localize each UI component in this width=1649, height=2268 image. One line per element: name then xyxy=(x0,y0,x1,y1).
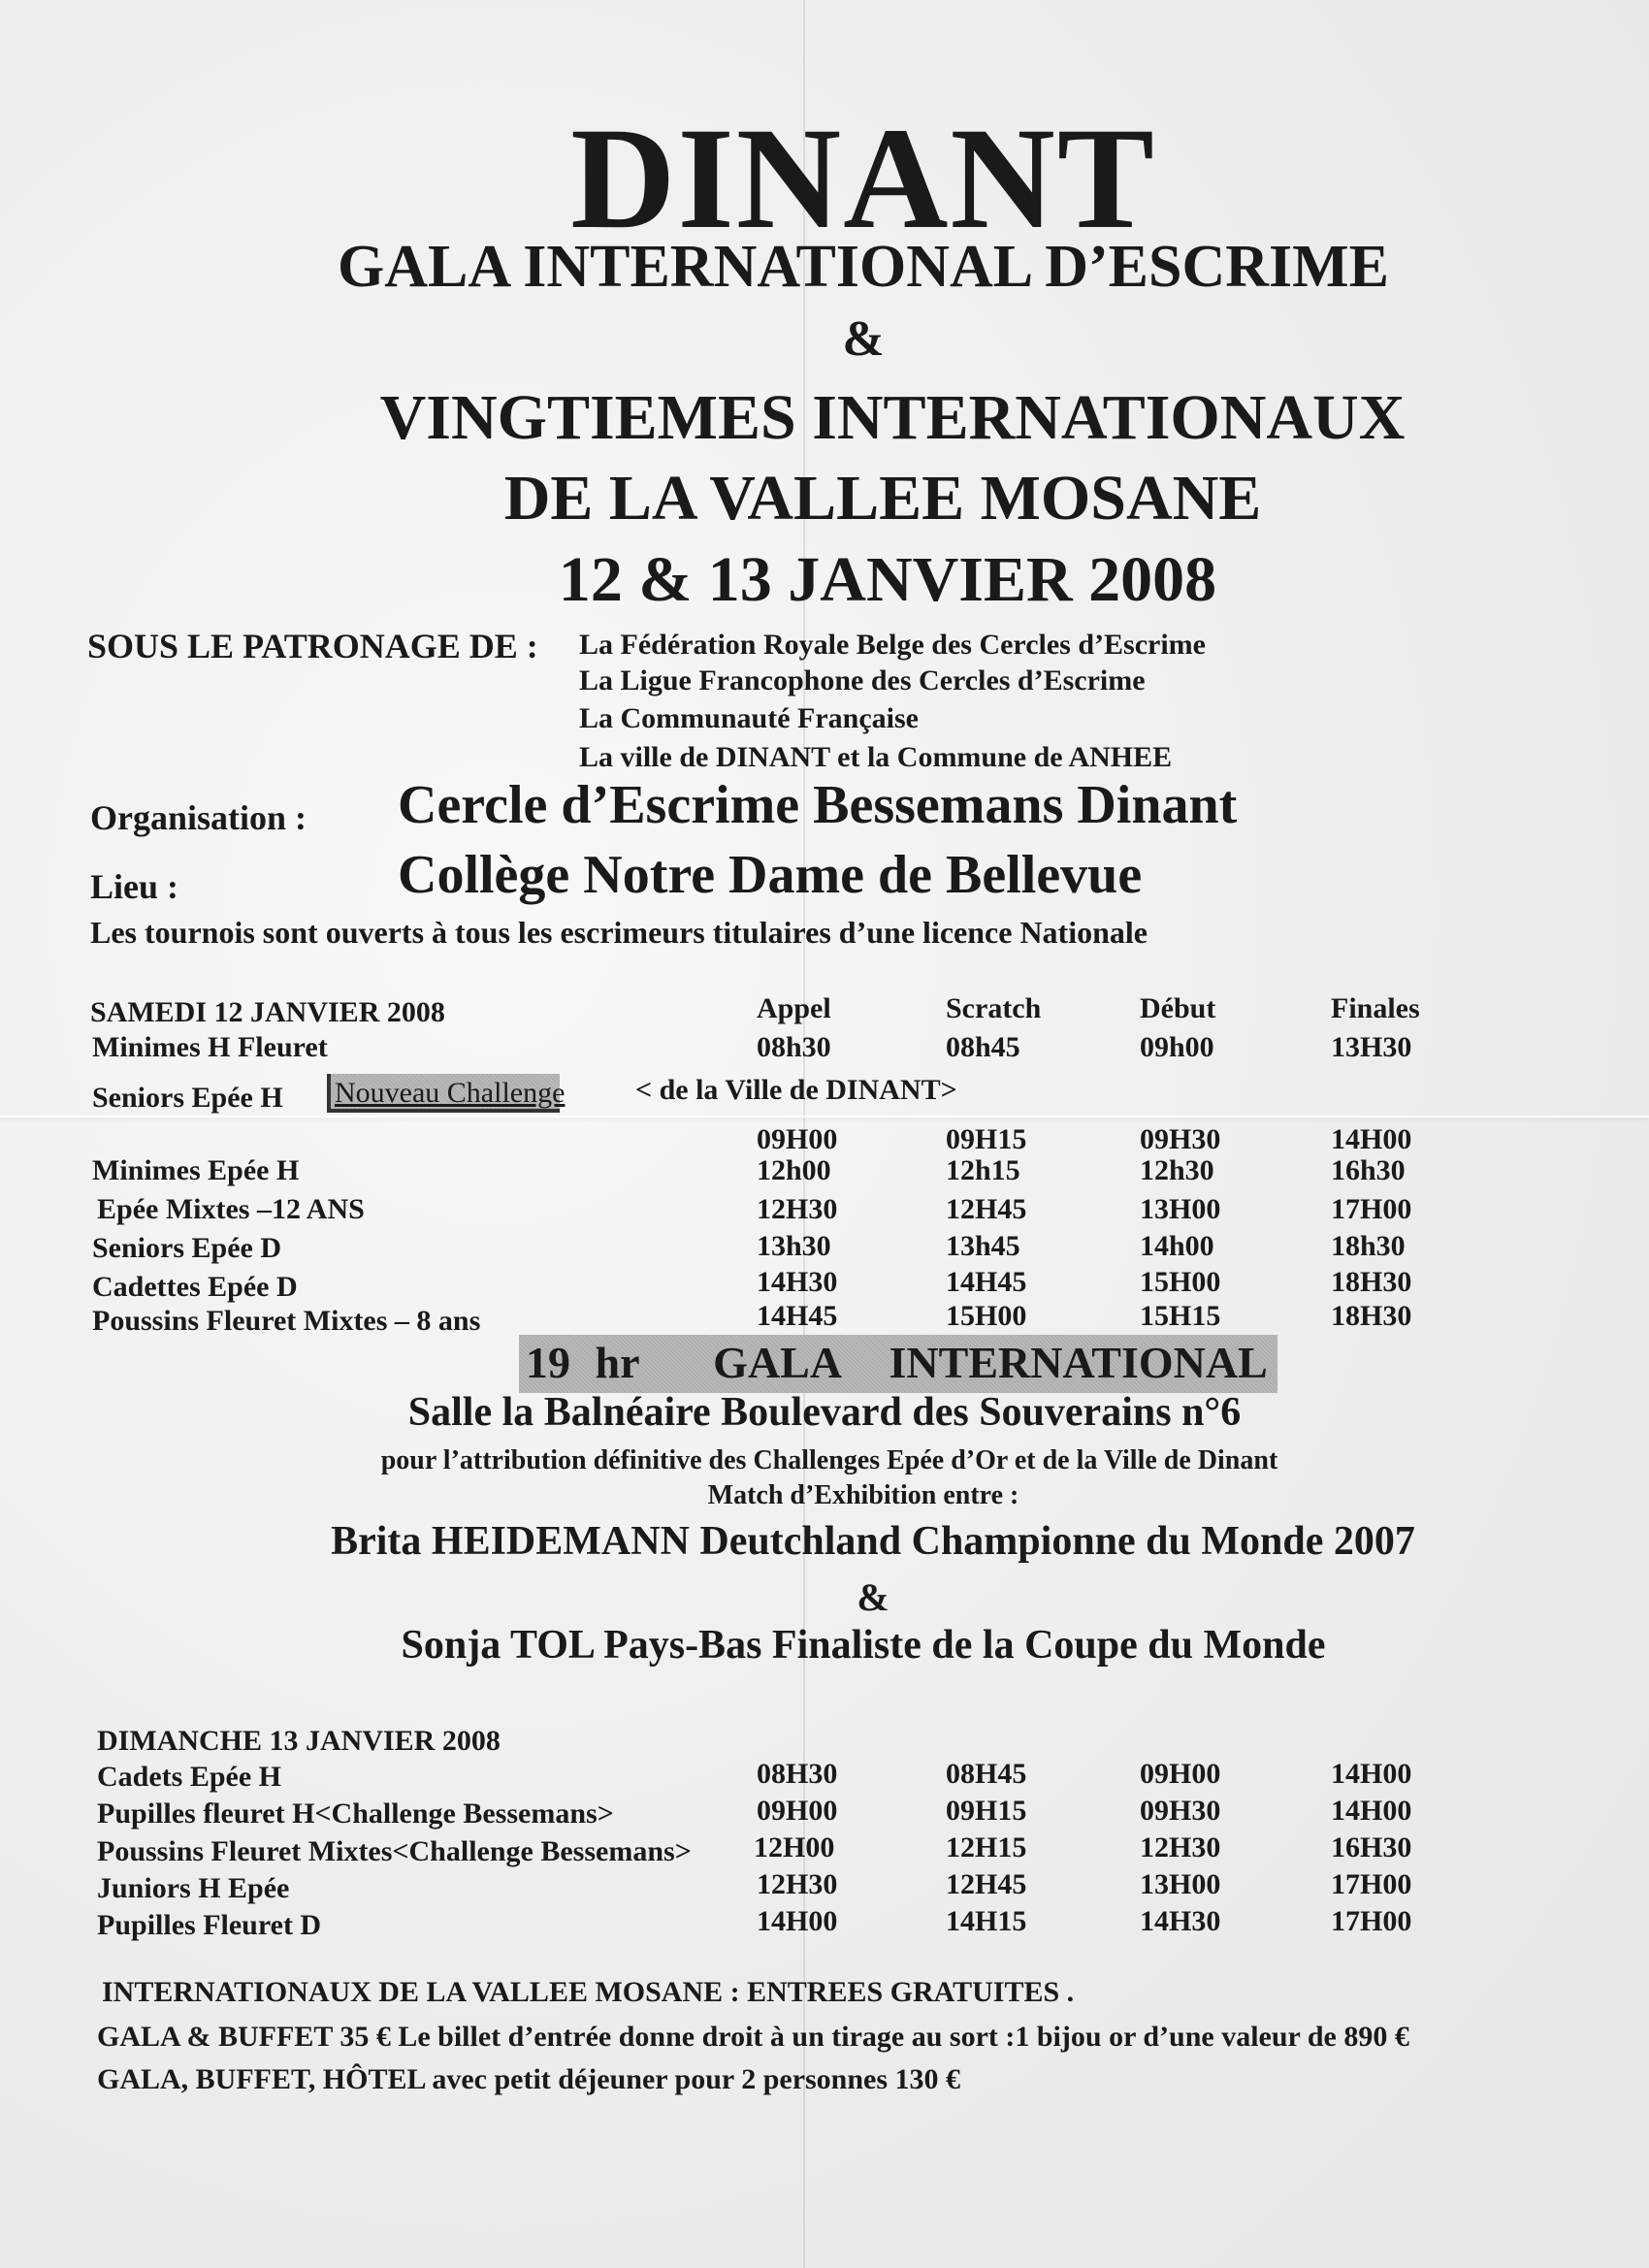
fencer-ampersand: & xyxy=(857,1575,889,1619)
challenge-note: < de la Ville de DINANT> xyxy=(635,1074,957,1106)
sunday-heading: DIMANCHE 13 JANVIER 2008 xyxy=(97,1725,501,1757)
nouveau-challenge-label: Nouveau Challenge xyxy=(335,1077,566,1109)
event-time-appel: 12H30 xyxy=(757,1193,838,1225)
patron-item: La Ligue Francophone des Cercles d’Escrime xyxy=(579,664,1146,697)
event-time-finales: 16H30 xyxy=(1331,1831,1412,1863)
patron-item: La ville de DINANT et la Commune de ANHEE xyxy=(579,741,1173,773)
event-time-appel: 13h30 xyxy=(757,1230,831,1262)
title: DINANT xyxy=(570,98,1156,259)
event-time-debut: 15H15 xyxy=(1140,1300,1221,1332)
column-header-finales: Finales xyxy=(1331,992,1420,1024)
event-time-finales: 18h30 xyxy=(1331,1230,1406,1262)
lieu-value: Collège Notre Dame de Bellevue xyxy=(398,845,1143,905)
subtitle-vingtiemes: VINGTIEMES INTERNATIONAUX xyxy=(379,382,1406,453)
event-time-appel: 12h00 xyxy=(757,1154,831,1186)
event-time-finales: 17H00 xyxy=(1331,1193,1412,1225)
footer-line: INTERNATIONAUX DE LA VALLEE MOSANE : ENTREES GRATUITES . xyxy=(102,1976,1075,2008)
column-header-scratch: Scratch xyxy=(946,992,1042,1024)
event-name: Minimes H Fleuret xyxy=(92,1031,328,1063)
event-name: Pupilles fleuret H<Challenge Bessemans> xyxy=(97,1798,614,1830)
event-time-debut: 12H30 xyxy=(1140,1831,1221,1863)
organisation-value: Cercle d’Escrime Bessemans Dinant xyxy=(398,775,1238,835)
event-time-scratch: 12H15 xyxy=(946,1831,1027,1863)
event-time-finales: 14H00 xyxy=(1331,1758,1412,1790)
gala-venue: Salle la Balnéaire Boulevard des Souverains n°6 xyxy=(407,1390,1242,1435)
event-time-scratch: 12H45 xyxy=(946,1868,1027,1900)
event-time-scratch: 14H45 xyxy=(946,1266,1027,1298)
event-dates: 12 & 13 JANVIER 2008 xyxy=(558,544,1217,615)
organisation-label: Organisation : xyxy=(90,798,307,837)
event-time-scratch: 08H45 xyxy=(946,1758,1027,1790)
event-time-scratch: 08h45 xyxy=(946,1031,1020,1063)
event-time-debut: 09H30 xyxy=(1140,1123,1221,1155)
fencer-2: Sonja TOL Pays-Bas Finaliste de la Coupe du Monde xyxy=(401,1623,1326,1668)
footer-line: GALA & BUFFET 35 € Le billet d’entrée donne droit à un tirage au sort :1 bijou or d’une valeur de 890 € xyxy=(97,2021,1409,2053)
event-time-scratch: 14H15 xyxy=(946,1905,1027,1937)
event-time-appel: 14H45 xyxy=(757,1300,838,1332)
event-time-appel: 14H00 xyxy=(757,1905,838,1937)
event-time-scratch: 09H15 xyxy=(946,1795,1027,1827)
gala-purpose: pour l’attribution définitive des Challenges Epée d’Or et de la Ville de Dinant xyxy=(380,1445,1278,1475)
lieu-label: Lieu : xyxy=(90,867,179,906)
event-name: Seniors Epée D xyxy=(92,1232,281,1264)
event-time-appel: 08H30 xyxy=(757,1758,838,1790)
gala-banner: 19 hr GALA INTERNATIONAL xyxy=(526,1338,1268,1387)
event-time-debut: 14h00 xyxy=(1140,1230,1214,1262)
subtitle-gala: GALA INTERNATIONAL D’ESCRIME xyxy=(337,234,1390,300)
event-time-finales: 14H00 xyxy=(1331,1795,1412,1827)
event-time-appel: 09H00 xyxy=(757,1123,838,1155)
event-time-finales: 13H30 xyxy=(1331,1031,1412,1063)
event-name: Poussins Fleuret Mixtes – 8 ans xyxy=(92,1305,481,1337)
event-time-finales: 18H30 xyxy=(1331,1300,1412,1332)
event-name: Seniors Epée H xyxy=(92,1082,283,1114)
patron-item: La Fédération Royale Belge des Cercles d’Escrime xyxy=(579,629,1206,661)
fencer-1: Brita HEIDEMANN Deutchland Championne du Monde 2007 xyxy=(331,1519,1415,1564)
event-time-scratch: 09H15 xyxy=(946,1123,1027,1155)
event-time-scratch: 13h45 xyxy=(946,1230,1020,1262)
event-time-debut: 12h30 xyxy=(1140,1154,1214,1186)
event-time-scratch: 12H45 xyxy=(946,1193,1027,1225)
event-time-appel: 12H00 xyxy=(754,1831,835,1863)
event-time-debut: 13H00 xyxy=(1140,1868,1221,1900)
subtitle-vallee: DE LA VALLEE MOSANE xyxy=(503,463,1262,534)
event-name: Minimes Epée H xyxy=(92,1154,300,1186)
event-time-scratch: 15H00 xyxy=(946,1300,1027,1332)
saturday-heading: SAMEDI 12 JANVIER 2008 xyxy=(90,996,445,1028)
event-name: Juniors H Epée xyxy=(97,1872,290,1904)
event-time-debut: 14H30 xyxy=(1140,1905,1221,1937)
event-time-finales: 17H00 xyxy=(1331,1905,1412,1937)
event-name: Pupilles Fleuret D xyxy=(97,1909,322,1941)
subtitle-ampersand: & xyxy=(842,311,885,367)
event-time-finales: 16h30 xyxy=(1331,1154,1406,1186)
event-time-debut: 09H00 xyxy=(1140,1758,1221,1790)
event-time-debut: 09H30 xyxy=(1140,1795,1221,1827)
event-time-finales: 14H00 xyxy=(1331,1123,1412,1155)
column-header-debut: Début xyxy=(1140,992,1216,1024)
event-name: Cadets Epée H xyxy=(97,1761,281,1793)
event-time-appel: 14H30 xyxy=(757,1266,838,1298)
event-time-appel: 12H30 xyxy=(757,1868,838,1900)
event-time-finales: 17H00 xyxy=(1331,1868,1412,1900)
footer-line: GALA, BUFFET, HÔTEL avec petit déjeuner pour 2 personnes 130 € xyxy=(97,2063,961,2095)
column-header-appel: Appel xyxy=(757,992,831,1024)
event-time-debut: 15H00 xyxy=(1140,1266,1221,1298)
event-name: Poussins Fleuret Mixtes<Challenge Bessemans> xyxy=(97,1835,692,1867)
event-time-appel: 08h30 xyxy=(757,1031,831,1063)
event-time-scratch: 12h15 xyxy=(946,1154,1020,1186)
event-name: Epée Mixtes –12 ANS xyxy=(97,1193,365,1225)
event-time-finales: 18H30 xyxy=(1331,1266,1412,1298)
eligibility-note: Les tournois sont ouverts à tous les escrimeurs titulaires d’une licence Nationale xyxy=(90,915,1148,950)
patron-item: La Communauté Française xyxy=(579,702,919,734)
event-name: Cadettes Epée D xyxy=(92,1271,298,1303)
event-time-appel: 09H00 xyxy=(757,1795,838,1827)
exhibition-label: Match d’Exhibition entre : xyxy=(707,1480,1019,1510)
fold-crease-horizontal xyxy=(0,1116,1649,1118)
event-time-debut: 13H00 xyxy=(1140,1193,1221,1225)
patronage-label: SOUS LE PATRONAGE DE : xyxy=(87,627,538,665)
event-time-debut: 09h00 xyxy=(1140,1031,1214,1063)
